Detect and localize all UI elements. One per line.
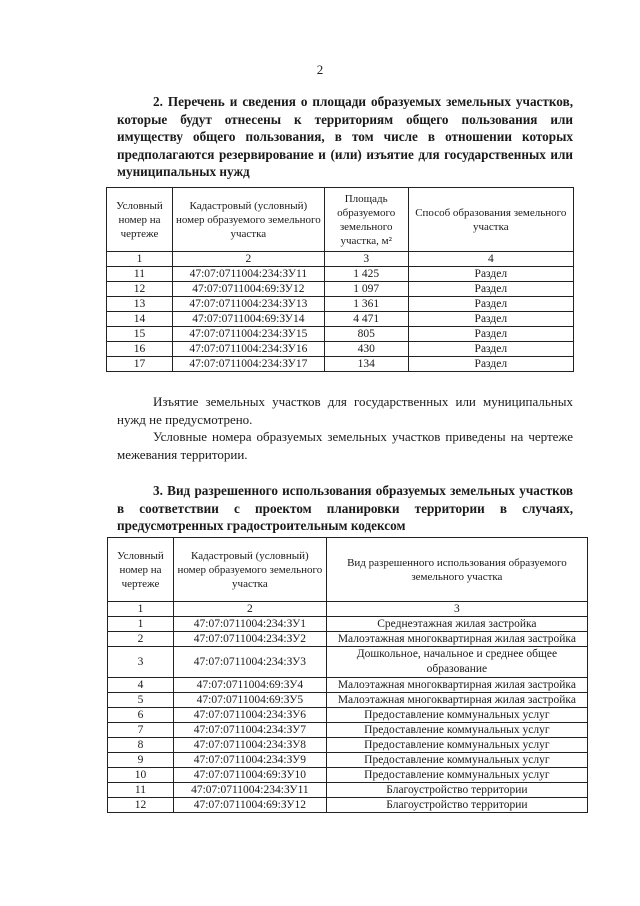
column-number: 1 (108, 602, 174, 617)
column-number: 4 (408, 252, 573, 267)
header-cell: Кадастровый (условный) номер образуемого земельного участка (172, 188, 324, 252)
table-cell: 47:07:0711004:69:ЗУ14 (172, 312, 324, 327)
table-cell: Малоэтажная многоквартирная жилая застройка (326, 678, 587, 693)
column-number-row (108, 602, 588, 617)
table-row (107, 267, 574, 282)
table-row (108, 632, 588, 647)
table-row (108, 768, 588, 783)
table-cell: 47:07:0711004:234:ЗУ15 (172, 327, 324, 342)
table-cell: Раздел (408, 312, 573, 327)
table-cell: Раздел (408, 327, 573, 342)
table-cell: Раздел (408, 267, 573, 282)
table-cell: 4 471 (324, 312, 408, 327)
table-cell: Предоставление коммунальных услуг (326, 708, 587, 723)
table-cell: 7 (108, 723, 174, 738)
table-cell: 10 (108, 768, 174, 783)
table-cell: 8 (108, 738, 174, 753)
table-cell: 2 (108, 632, 174, 647)
header-cell: Условный номер на чертеже (107, 188, 173, 252)
table-header-row (107, 188, 574, 252)
table-cell: 47:07:0711004:234:ЗУ2 (173, 632, 326, 647)
table-row (108, 678, 588, 693)
table-cell: Предоставление коммунальных услуг (326, 768, 587, 783)
table-cell: 47:07:0711004:234:ЗУ7 (173, 723, 326, 738)
table-cell: 1 097 (324, 282, 408, 297)
table-cell: 1 (108, 617, 174, 632)
table-cell: 13 (107, 297, 173, 312)
table-cell: 47:07:0711004:234:ЗУ13 (172, 297, 324, 312)
table-row (107, 297, 574, 312)
table-cell: Раздел (408, 297, 573, 312)
table-row (108, 647, 588, 678)
table-cell: 805 (324, 327, 408, 342)
table-row (108, 798, 588, 813)
table-cell: 4 (108, 678, 174, 693)
table-cell: 47:07:0711004:234:ЗУ11 (172, 267, 324, 282)
table-cell: 47:07:0711004:69:ЗУ10 (173, 768, 326, 783)
table-cell: 47:07:0711004:234:ЗУ6 (173, 708, 326, 723)
table-cell: Дошкольное, начальное и среднее общее образование (326, 647, 587, 678)
header-cell: Способ образования земельного участка (408, 188, 573, 252)
table-cell: 16 (107, 342, 173, 357)
table-cell: Предоставление коммунальных услуг (326, 738, 587, 753)
column-number: 2 (173, 602, 326, 617)
table-cell: 17 (107, 357, 173, 372)
page-number: 2 (316, 62, 324, 77)
table-row (107, 327, 574, 342)
table-cell: 134 (324, 357, 408, 372)
table-row (107, 342, 574, 357)
table-row (107, 357, 574, 372)
table-cell: 47:07:0711004:69:ЗУ12 (172, 282, 324, 297)
section2-table (106, 187, 574, 372)
table-cell: 47:07:0711004:234:ЗУ8 (173, 738, 326, 753)
table-cell: 47:07:0711004:234:ЗУ9 (173, 753, 326, 768)
note-drawing-reference: Условные номера образуемых земельных участков приведены на чертеже межевания территории. (117, 429, 573, 462)
table-row (107, 282, 574, 297)
table-cell: 47:07:0711004:69:ЗУ4 (173, 678, 326, 693)
note-no-seizure: Изъятие земельных участков для государственных или муниципальных нужд не предусмотрено. (117, 394, 573, 427)
table-row (108, 693, 588, 708)
table-cell: Предоставление коммунальных услуг (326, 753, 587, 768)
table-row (108, 708, 588, 723)
table-cell: Благоустройство территории (326, 783, 587, 798)
table-cell: 1 425 (324, 267, 408, 282)
header-cell: Площадь образуемого земельного участка, м² (324, 188, 408, 252)
table-header-row (108, 538, 588, 602)
column-number-row (107, 252, 574, 267)
table-cell: Среднеэтажная жилая застройка (326, 617, 587, 632)
table-row (108, 738, 588, 753)
section2-title: 2. Перечень и сведения о площади образуемых земельных участков, которые будут отнесены к территориям общего пользования или имуществу общего пользования, в том числе в отношении которых предполагаются резервирование и (или) изъятие для государственных или муниципальных нужд (117, 94, 573, 179)
table-cell: 15 (107, 327, 173, 342)
table-cell: 9 (108, 753, 174, 768)
table-row (108, 783, 588, 798)
table-cell: 14 (107, 312, 173, 327)
column-number: 2 (172, 252, 324, 267)
table-row (108, 617, 588, 632)
section3-title: 3. Вид разрешенного использования образуемых земельных участков в соответствии с проектом планировки территории в случаях, предусмотренных градостроительным кодексом (117, 483, 573, 533)
table-cell: Раздел (408, 357, 573, 372)
table-cell: 11 (107, 267, 173, 282)
table-cell: 12 (108, 798, 174, 813)
column-number: 3 (324, 252, 408, 267)
table-cell: Раздел (408, 342, 573, 357)
column-number: 3 (326, 602, 587, 617)
table-row (107, 312, 574, 327)
table-cell: Малоэтажная многоквартирная жилая застройка (326, 632, 587, 647)
table-cell: 47:07:0711004:234:ЗУ1 (173, 617, 326, 632)
table-cell: 47:07:0711004:234:ЗУ3 (173, 647, 326, 678)
table-cell: 1 361 (324, 297, 408, 312)
table-row (108, 723, 588, 738)
table-cell: 6 (108, 708, 174, 723)
table-cell: 47:07:0711004:234:ЗУ11 (173, 783, 326, 798)
table-cell: Раздел (408, 282, 573, 297)
table-cell: Малоэтажная многоквартирная жилая застройка (326, 693, 587, 708)
table-cell: 47:07:0711004:234:ЗУ16 (172, 342, 324, 357)
table-cell: 430 (324, 342, 408, 357)
header-cell: Кадастровый (условный) номер образуемого земельного участка (173, 538, 326, 602)
table-cell: 3 (108, 647, 174, 678)
column-number: 1 (107, 252, 173, 267)
table-cell: Предоставление коммунальных услуг (326, 723, 587, 738)
table-row (108, 753, 588, 768)
table-cell: 12 (107, 282, 173, 297)
table-cell: 11 (108, 783, 174, 798)
header-cell: Условный номер на чертеже (108, 538, 174, 602)
table-cell: 5 (108, 693, 174, 708)
table-cell: 47:07:0711004:69:ЗУ5 (173, 693, 326, 708)
table-cell: 47:07:0711004:234:ЗУ17 (172, 357, 324, 372)
table-cell: 47:07:0711004:69:ЗУ12 (173, 798, 326, 813)
table-cell: Благоустройство территории (326, 798, 587, 813)
section3-table (107, 537, 588, 813)
header-cell: Вид разрешенного использования образуемого земельного участка (326, 538, 587, 602)
